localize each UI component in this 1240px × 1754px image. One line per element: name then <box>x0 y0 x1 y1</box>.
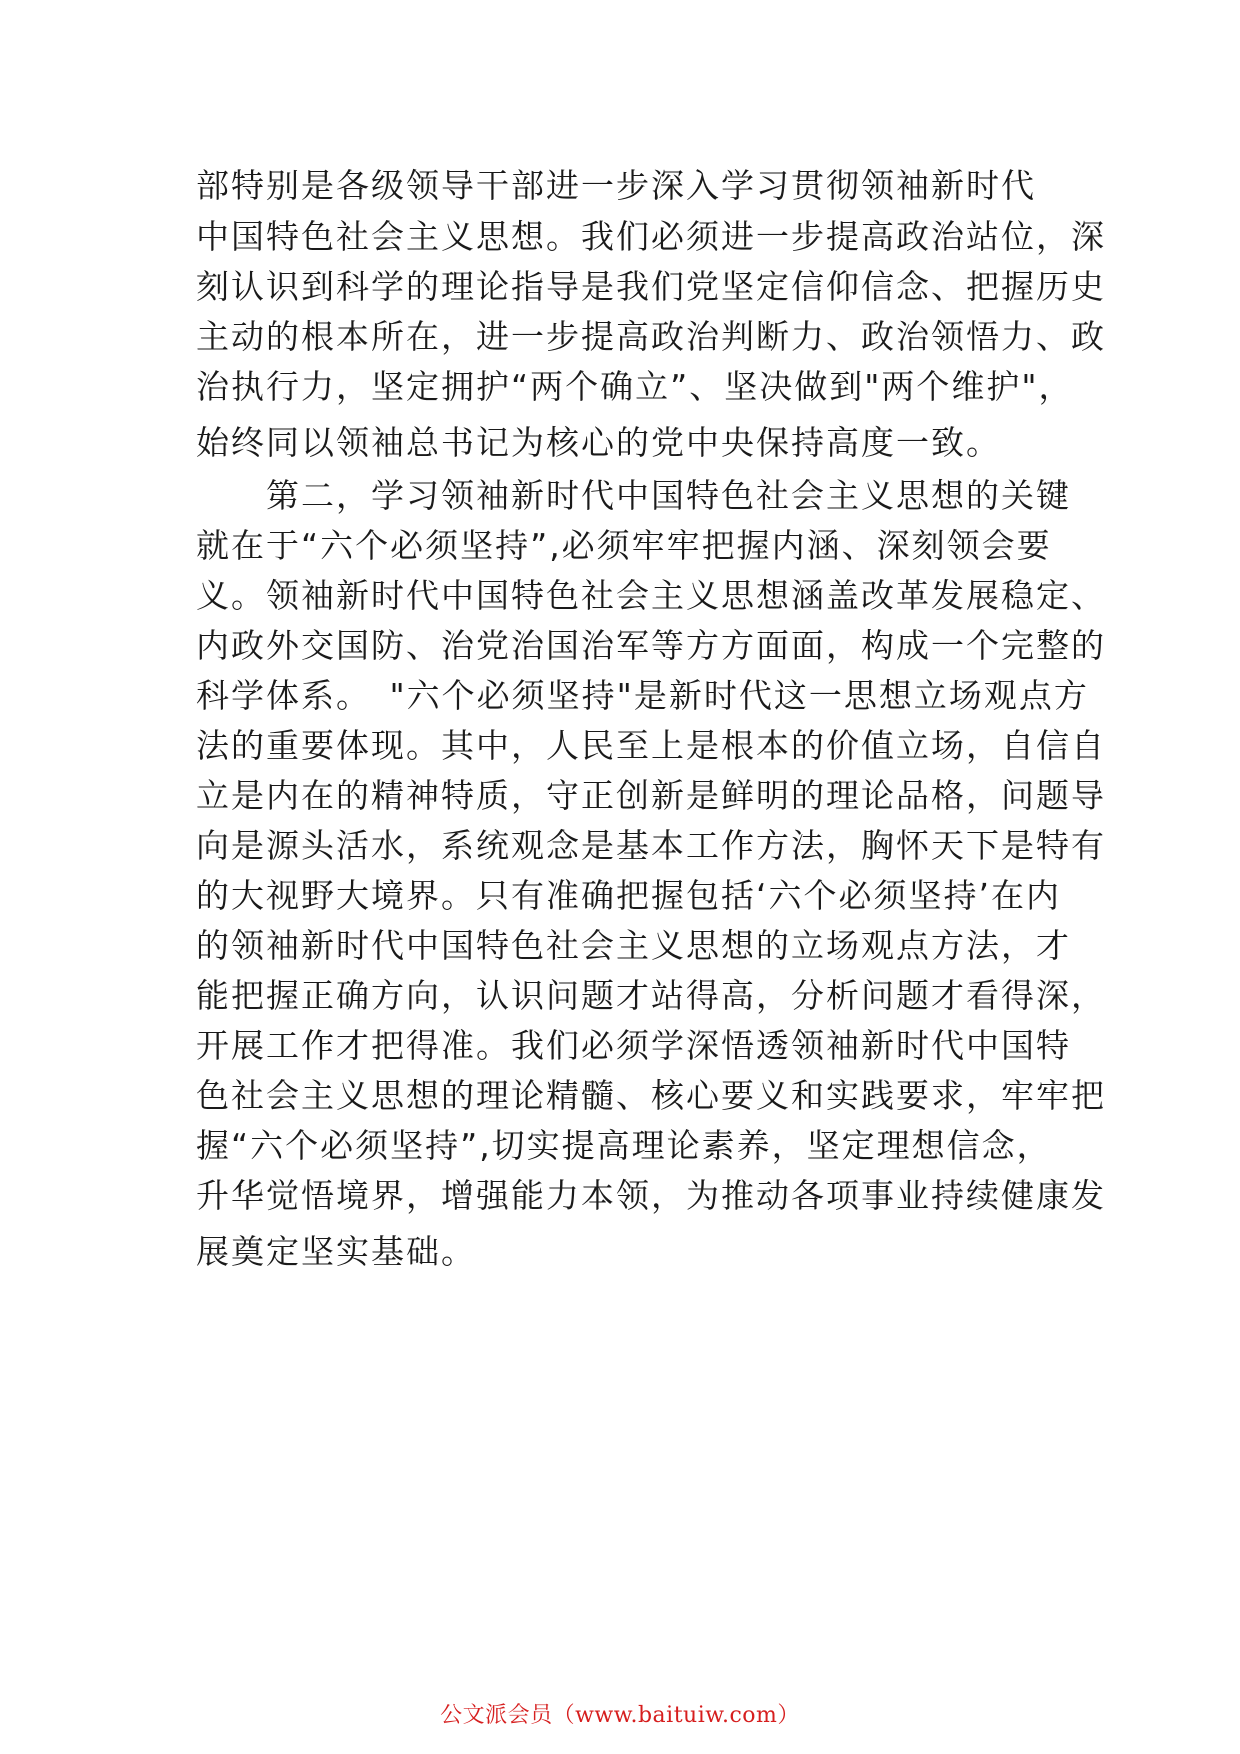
text-line: 的大视野大境界。只有准确把握包括‘六个必须坚持’在内 <box>196 876 1061 915</box>
text-line: 就在于“六个必须坚持”,必须牢牢把握内涵、深刻领会要 <box>196 526 1052 565</box>
text-line: 法的重要体现。其中，人民至上是根本的价值立场，自信自 <box>196 726 1106 765</box>
text-line: 开展工作才把得准。我们必须学深悟透领袖新时代中国特 <box>196 1026 1071 1065</box>
text-line: 内政外交国防、治党治国治军等方方面面，构成一个完整的 <box>196 626 1106 665</box>
text-line: 始终同以领袖总书记为核心的党中央保持高度一致。 <box>196 423 1001 462</box>
body-text <box>196 162 1106 1271</box>
paragraph-start-line: 第二，学习领袖新时代中国特色社会主义思想的关键 <box>196 476 1071 515</box>
text-line: 色社会主义思想的理论精髓、核心要义和实践要求，牢牢把 <box>196 1076 1106 1115</box>
text-line: 的领袖新时代中国特色社会主义思想的立场观点方法，才 <box>196 926 1071 965</box>
text-line: 义。领袖新时代中国特色社会主义思想涵盖改革发展稳定、 <box>196 576 1106 615</box>
text-line: 立是内在的精神特质，守正创新是鲜明的理论品格，问题导 <box>196 776 1106 815</box>
text-line: 主动的根本所在，进一步提高政治判断力、政治领悟力、政 <box>196 317 1106 356</box>
text-line: 中国特色社会主义思想。我们必须进一步提高政治站位，深 <box>196 217 1106 256</box>
text-line: 展奠定坚实基础。 <box>196 1232 476 1271</box>
footer-watermark-link[interactable]: 公文派会员（www.baituiw.com） <box>440 1703 800 1728</box>
text-line: 部特别是各级领导干部进一步深入学习贯彻领袖新时代 <box>196 166 1036 205</box>
text-line: 刻认识到科学的理论指导是我们党坚定信仰信念、把握历史 <box>196 267 1106 306</box>
text-line: 治执行力，坚定拥护“两个确立”、坚决做到"两个维护"， <box>196 367 1074 406</box>
text-line: 升华觉悟境界，增强能力本领，为推动各项事业持续健康发 <box>196 1176 1106 1215</box>
text-line: 握“六个必须坚持”,切实提高理论素养，坚定理想信念， <box>196 1126 1052 1165</box>
text-line: 向是源头活水，系统观念是基本工作方法，胸怀天下是特有 <box>196 826 1106 865</box>
text-line: 科学体系。 "六个必须坚持"是新时代这一思想立场观点方 <box>196 676 1089 715</box>
text-line: 能把握正确方向，认识问题才站得高，分析问题才看得深， <box>196 976 1106 1015</box>
